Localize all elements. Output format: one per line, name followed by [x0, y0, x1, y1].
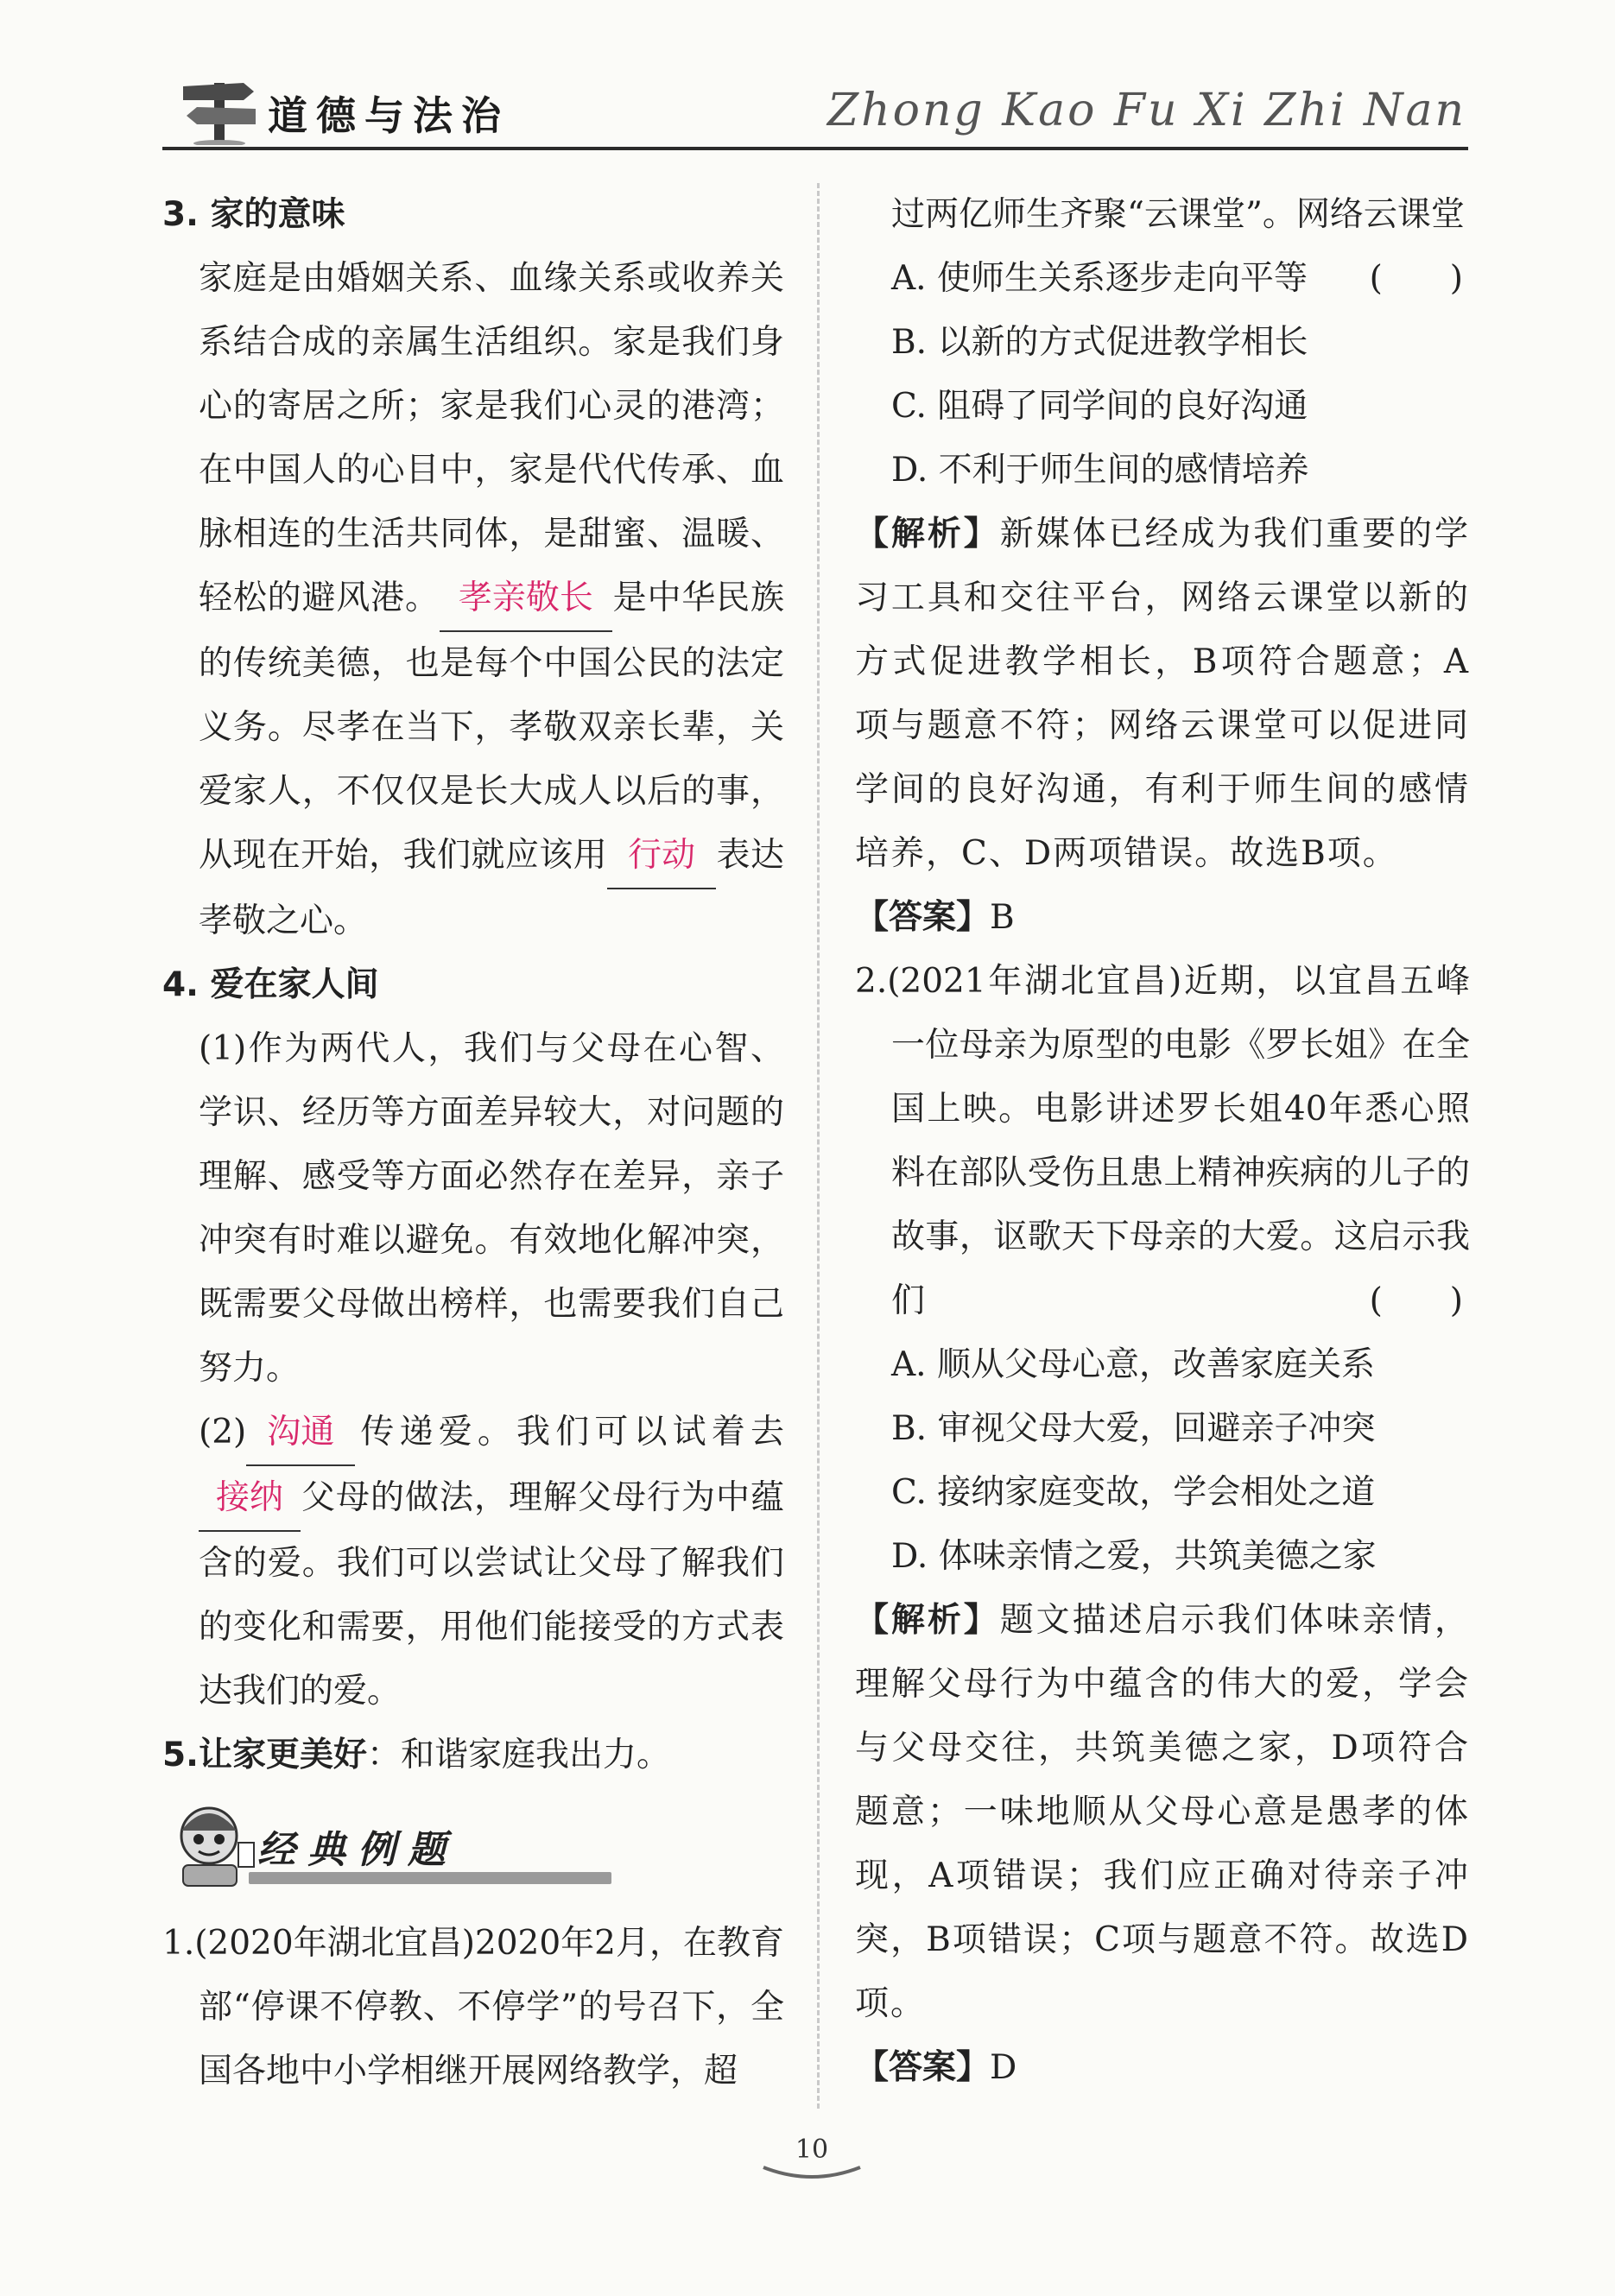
answer-blank-xiaoqin: 孝亲敬长	[440, 566, 612, 632]
header-rule	[162, 147, 1468, 150]
answer-tag: 【答案】	[855, 2048, 991, 2087]
question-2-option-d: D. 体味亲情之爱，共筑美德之家	[891, 1537, 1377, 1576]
section-4-title: 4. 爱在家人间	[162, 965, 379, 1004]
left-column	[162, 183, 784, 2103]
examples-section-badge	[162, 1796, 784, 1900]
explanation-tag: 【解析】	[855, 515, 1000, 553]
question-2-option-b: B. 审视父母大爱，回避亲子冲突	[891, 1409, 1376, 1448]
section-5	[162, 1724, 784, 1787]
question-2-explanation	[855, 1589, 1470, 2036]
question-1-number: 1.	[162, 1924, 195, 1963]
question-1-option-d: D. 不利于师生间的感情培养	[891, 451, 1309, 490]
question-1-stem	[162, 1912, 784, 2103]
question-1-option-c: C. 阻碍了同学间的良好沟通	[891, 387, 1308, 426]
question-2-number: 2.	[855, 962, 888, 1001]
question-2-answer	[855, 2036, 1470, 2100]
page-number: 10	[795, 2135, 829, 2165]
question-1-answer-paren: ( )	[1369, 259, 1463, 298]
question-1-option-b: B. 以新的方式促进教学相长	[891, 323, 1308, 362]
section-5-title: 让家更美好	[198, 1736, 367, 1774]
question-2-option-a: A. 顺从父母心意，改善家庭关系	[891, 1345, 1375, 1384]
section-4-text-b: 传递爱。我们可以试着去	[355, 1413, 784, 1452]
question-1-option-a: A. 使师生关系逐步走向平等	[891, 259, 1308, 298]
section-5-text: ：和谐家庭我出力。	[366, 1736, 670, 1774]
section-label: 经典例题	[257, 1828, 458, 1872]
section-3-text-3: 表达孝敬之心。	[199, 836, 784, 940]
explanation-tag: 【解析】	[855, 1601, 1000, 1640]
book-title-pinyin: Zhong Kao Fu Xi Zhi Nan	[827, 85, 1466, 136]
section-3-text-2: 是中华民族的传统美德，也是每个中国公民的法定义务。尽孝在当下，孝敬双亲长辈，关爱家人，不仅仅是长大成人以后的事，从现在开始，我们就应该用	[199, 579, 784, 875]
section-4-para-1: (1)作为两代人，我们与父母在心智、学识、经历等方面差异较大，对问题的理解、感受等方面必然存在差异，亲子冲突有时难以避免。有效地化解冲突，既需要父母做出榜样，也需要我们自己努力。	[199, 1029, 784, 1388]
question-2-answer-value: D	[990, 2048, 1017, 2087]
question-1-explanation-text: 新媒体已经成为我们重要的学习工具和交往平台，网络云课堂以新的方式促进教学相长，B项符合题意；A项与题意不符；网络云课堂可以促进同学间的良好沟通，有利于师生间的感情培养，C、D两项错误。故选B项。	[855, 515, 1470, 873]
question-2-answer-paren: ( )	[1369, 1281, 1463, 1320]
section-4-para-2-num: (2)	[199, 1413, 247, 1452]
section-5-num: 5.	[162, 1736, 199, 1774]
question-2-text: (2021年湖北宜昌)近期，以宜昌五峰一位母亲为原型的电影《罗长姐》在全国上映。电影讲述罗长姐40年悉心照料在部队受伤且患上精神疾病的儿子的故事，讴歌天下母亲的大爱。这启示我们	[887, 962, 1470, 1320]
question-2-stem	[819, 950, 1470, 1333]
signpost-icon	[180, 71, 259, 145]
answer-tag: 【答案】	[855, 898, 991, 937]
section-3-text-1: 家庭是由婚姻关系、血缘关系或收养关系结合成的亲属生活组织。家是我们身心的寄居之所；家是我们心灵的港湾；在中国人的心目中，家是代代传承、血脉相连的生活共同体，是甜蜜、温暖、轻松的避风港。	[199, 259, 784, 617]
answer-blank-xingdong: 行动	[607, 824, 716, 889]
section-3-title: 3. 家的意味	[162, 195, 345, 234]
section-4-text-c: 父母的做法，理解父母行为中蕴含的爱。我们可以尝试让父母了解我们的变化和需要，用他们能接受的方式表达我们的爱。	[199, 1478, 784, 1711]
section-3-body	[162, 247, 784, 953]
question-1-text-cont: 过两亿师生齐聚“云课堂”。网络云课堂	[891, 195, 1465, 234]
question-2-explanation-text: 题文描述启示我们体味亲情，理解父母行为中蕴含的伟大的爱，学会与父母交往，共筑美德之家，D项符合题意；一味地顺从父母心意是愚孝的体现，A项错误；我们应正确对待亲子冲突，B项错误；C项与题意不符。故选D项。	[855, 1601, 1470, 2023]
question-1-answer	[855, 886, 1470, 950]
right-column	[855, 183, 1470, 2100]
question-1-answer-value: B	[990, 898, 1015, 937]
answer-blank-jiena: 接纳	[199, 1466, 301, 1532]
question-2-option-c: C. 接纳家庭变故，学会相处之道	[891, 1473, 1376, 1512]
mascot-icon	[162, 1796, 259, 1893]
answer-blank-goutong: 沟通	[246, 1401, 355, 1466]
subject-title: 道德与法治	[268, 92, 510, 139]
question-1-explanation	[855, 503, 1470, 886]
question-1-text: (2020年湖北宜昌)2020年2月，在教育部“停课不停教、不停学”的号召下，全国各地中小学相继开展网络教学，超	[194, 1924, 784, 2090]
section-4-para-2	[162, 1401, 784, 1724]
